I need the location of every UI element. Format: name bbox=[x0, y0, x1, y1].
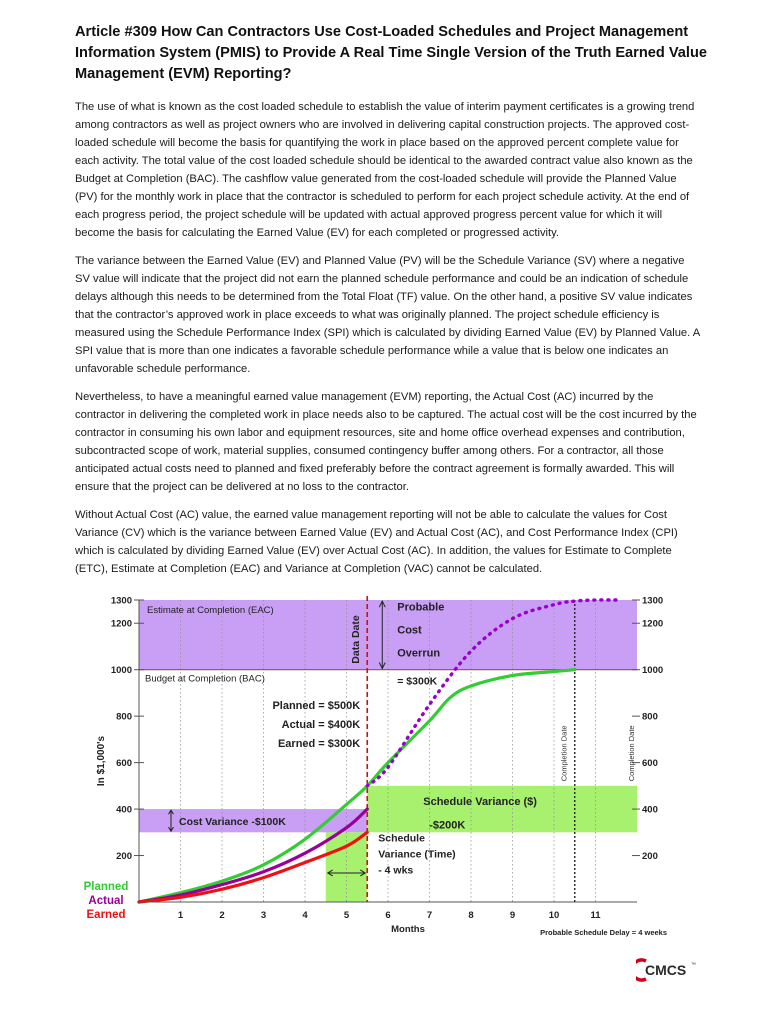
y-tick-label-right: 1300 bbox=[642, 595, 664, 607]
evm-chart-figure bbox=[80, 590, 710, 990]
x-tick-label: 7 bbox=[426, 910, 433, 921]
y-tick-label-right: 1200 bbox=[642, 618, 664, 630]
y-tick-label-right: 400 bbox=[642, 804, 658, 816]
y-tick-label-left: 600 bbox=[116, 758, 132, 770]
legend-planned: Planned bbox=[83, 881, 129, 893]
y-tick-label-right: 600 bbox=[642, 758, 658, 770]
x-tick-label: 9 bbox=[509, 910, 516, 921]
completion-date-label-2: Completion Date bbox=[627, 725, 636, 782]
value-amount-3: = $300K bbox=[318, 738, 361, 751]
y-tick-label-left: 200 bbox=[116, 851, 132, 863]
logo-text: CMCS bbox=[645, 962, 687, 978]
x-tick-label: 1 bbox=[177, 910, 184, 921]
time-variance-band bbox=[326, 832, 368, 902]
article-body bbox=[75, 98, 701, 588]
y-tick-label-right: 1000 bbox=[642, 665, 664, 677]
schedule-variance-value: -$200K bbox=[429, 819, 466, 832]
x-tick-label: 3 bbox=[260, 910, 267, 921]
legend-actual: Actual bbox=[88, 895, 124, 907]
value-label-2: Actual bbox=[281, 719, 316, 732]
value-amount-2: = $400K bbox=[318, 719, 361, 732]
sv-time-line-3: - 4 wks bbox=[378, 864, 414, 877]
cmcs-logo bbox=[636, 958, 706, 982]
y-tick-label-left: 1200 bbox=[110, 618, 132, 630]
paragraph-1: The use of what is known as the cost loaded schedule to establish the value of interim payment certificates is a growing trend among contractors as well as project owners who are involved in delivering capital construction projects. The approved cost-loaded schedule will become the basis for quantifying the work in place based on the approved percent complete value for each activity. The total value of the cost loaded schedule should be identical to the awarded contract value also known as the Budget at Completion (BAC). The cashflow value generated from the cost-loaded schedule will provide the Planned Value (PV) for the monthly work in place that the contractor is scheduled to perform for each project schedule activity. At the end of each progress period, the project schedule will be updated with actual approved progress percent value for which it will become the basis for calculating the Earned Value (EV) for each completed or progressed activity. bbox=[75, 101, 695, 239]
x-tick-label: 8 bbox=[468, 910, 474, 921]
schedule-delay-note: Probable Schedule Delay = 4 weeks bbox=[540, 928, 667, 937]
cost-variance-label: Cost Variance -$100K bbox=[179, 816, 286, 829]
y-tick-label-left: 1300 bbox=[110, 595, 132, 607]
legend-earned: Earned bbox=[86, 909, 126, 921]
bac-label: Budget at Completion (BAC) bbox=[145, 673, 265, 685]
y-axis-title: In $1,000's bbox=[96, 735, 107, 787]
article-title: Article #309 How Can Contractors Use Cost-Loaded Schedules and Project Management Information System (PMIS) to Provide A Real Time Single Version of the Truth Earned Value Management (EVM) Reporting? bbox=[75, 24, 707, 82]
value-label-3: Earned bbox=[277, 738, 316, 751]
schedule-variance-band bbox=[367, 786, 637, 832]
probable-line-2: Cost bbox=[397, 624, 422, 637]
data-date-label: Data Date bbox=[350, 615, 363, 664]
sv-time-line-2: Variance (Time) bbox=[378, 848, 456, 861]
x-tick-label: 11 bbox=[590, 910, 601, 921]
x-tick-label: 4 bbox=[302, 910, 308, 921]
value-amount-1: = $500K bbox=[318, 700, 361, 713]
paragraph-4: Without Actual Cost (AC) value, the earned value management reporting will not be able to calculate the values for Cost Variance (CV) which is the variance between Earned Value (EV) and Actual Cost (AC), and Cost Performance Index (CPI) which is calculated by dividing Earned Value (EV) over Actual Cost (AC). In addition, the values for Estimate to Complete (ETC), Estimate at Completion (EAC) and Variance at Completion (VAC) cannot be calculated. bbox=[75, 509, 678, 575]
y-tick-label-right: 200 bbox=[642, 851, 658, 863]
paragraph-3: Nevertheless, to have a meaningful earned value management (EVM) reporting, the Actual Cost (AC) incurred by the contractor in delivering the completed work in place needs also to be captured. The actual cost will be the cost incurred by the contractor in consuming his own labor and equipment resources, site and home office overhead expenses and contribution, subcontracted scope of work, material supplies, consumed contingency buffer among others. For a contractor, all those anticipated actual costs need to planned and fixed preferably before the contract agreement is formally awarded. This will ensure that the project can be delivered at no loss to the contractor. bbox=[75, 391, 697, 493]
x-tick-label: 2 bbox=[219, 910, 225, 921]
y-tick-label-left: 800 bbox=[116, 711, 132, 723]
probable-line-4: = $300K bbox=[397, 675, 438, 688]
evm-chart bbox=[80, 590, 710, 990]
y-tick-label-right: 800 bbox=[642, 711, 658, 723]
probable-line-1: Probable bbox=[397, 601, 445, 614]
x-axis-title: Months bbox=[391, 924, 425, 935]
logo-tm: ™ bbox=[691, 962, 696, 968]
x-tick-label: 10 bbox=[548, 910, 560, 921]
completion-date-label-1: Completion Date bbox=[559, 725, 569, 782]
y-tick-label-left: 1000 bbox=[110, 665, 132, 677]
paragraph-2: The variance between the Earned Value (EV) and Planned Value (PV) will be the Schedule Variance (SV) where a negative SV value will indicate that the project did not earn the planned schedule performance and could be an indication of schedule delays although this needs to be determined from the Total Float (TF) value. On the other hand, a positive SV value indicates that the contractor’s approved work in place exceeds to what was originally planned. The project schedule efficiency is measured using the Schedule Performance Index (SPI) which is calculated by dividing Earned Value (EV) by Planned Value. A SPI value that is more than one indicates a favorable schedule performance while a value that is below one indicates an unfavorable schedule performance. bbox=[75, 255, 700, 375]
x-tick-label: 6 bbox=[385, 910, 391, 921]
x-tick-label: 5 bbox=[343, 910, 350, 921]
eac-label: Estimate at Completion (EAC) bbox=[147, 605, 274, 616]
schedule-variance-label: Schedule Variance ($) bbox=[423, 795, 537, 808]
sv-time-line-1: Schedule bbox=[378, 832, 425, 845]
probable-line-3: Overrun bbox=[397, 647, 441, 660]
value-label-1: Planned bbox=[272, 700, 316, 713]
y-tick-label-left: 400 bbox=[116, 804, 132, 816]
